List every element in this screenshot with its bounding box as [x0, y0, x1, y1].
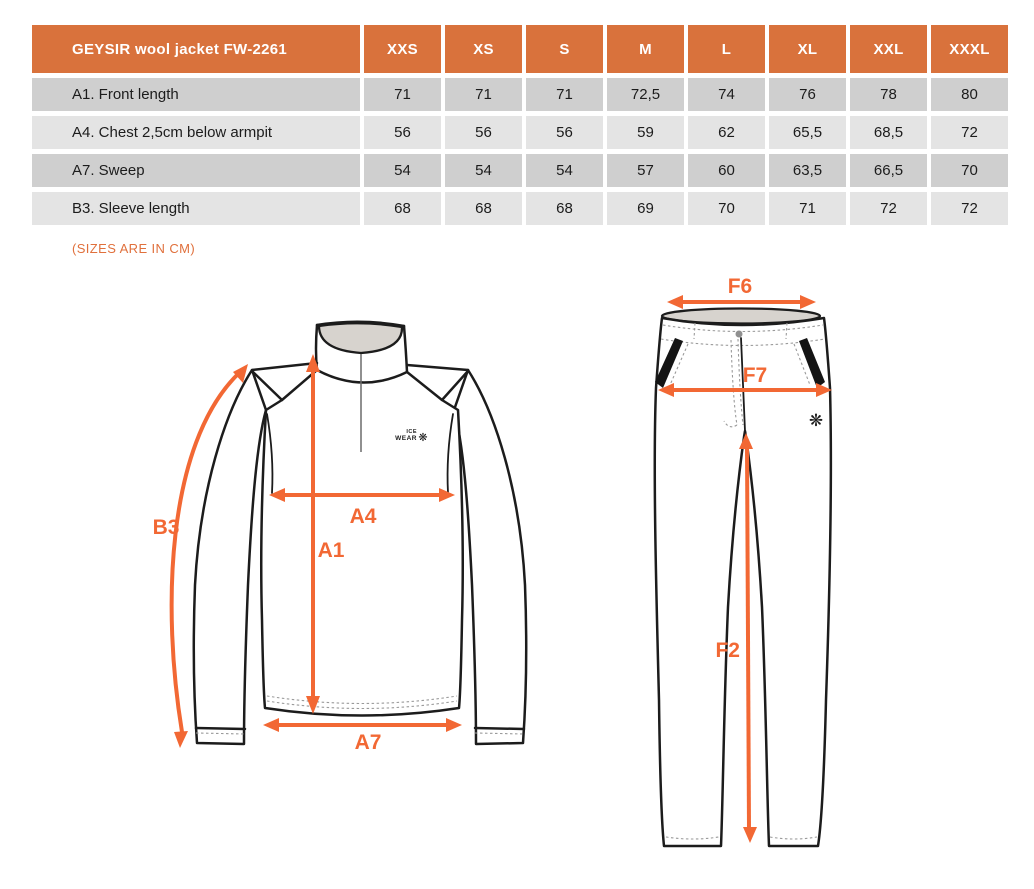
right-cuff-seam	[475, 728, 524, 729]
size-header-xxl: XXL	[850, 25, 927, 73]
measurement-label-a4: A4	[349, 505, 377, 528]
size-value: 66,5	[850, 154, 927, 187]
pants-diagram	[620, 275, 860, 870]
icewear-logo-line1: ICE	[406, 429, 417, 435]
measurement-arrow-f6	[667, 275, 816, 309]
size-header-xxxl: XXXL	[931, 25, 1008, 73]
jacket-right-sleeve	[454, 370, 526, 744]
sizes-note: (SIZES ARE IN CM)	[72, 241, 196, 256]
size-value: 60	[688, 154, 765, 187]
measurement-label-f2: F2	[715, 639, 740, 662]
size-header-m: M	[607, 25, 684, 73]
size-value: 80	[931, 78, 1008, 111]
collar-inner	[319, 323, 402, 353]
size-header-s: S	[526, 25, 603, 73]
icewear-logo-line2: WEAR	[395, 435, 417, 442]
size-value: 78	[850, 78, 927, 111]
size-value: 54	[526, 154, 603, 187]
size-value: 72,5	[607, 78, 684, 111]
size-value: 57	[607, 154, 684, 187]
table-title: GEYSIR wool jacket FW-2261	[32, 25, 360, 73]
size-value: 71	[364, 78, 441, 111]
measurement-label-f6: F6	[727, 275, 753, 298]
size-value: 68,5	[850, 116, 927, 149]
size-value: 68	[445, 192, 522, 225]
row-label-sleeve-length: B3. Sleeve length	[32, 192, 360, 225]
size-value: 68	[364, 192, 441, 225]
size-header-l: L	[688, 25, 765, 73]
right-shoulder-seam	[407, 365, 468, 370]
size-value: 56	[445, 116, 522, 149]
jacket-diagram	[140, 280, 580, 780]
jacket-body	[261, 370, 463, 716]
waist-button	[736, 331, 743, 338]
measurement-arrow-a7	[263, 718, 462, 754]
left-cuff-seam	[196, 728, 245, 729]
size-value: 54	[364, 154, 441, 187]
size-value: 72	[850, 192, 927, 225]
size-value: 71	[445, 78, 522, 111]
size-header-xxs: XXS	[364, 25, 441, 73]
size-value: 56	[526, 116, 603, 149]
size-header-xl: XL	[769, 25, 846, 73]
measurement-label-b3: B3	[152, 516, 180, 539]
size-value: 62	[688, 116, 765, 149]
snowflake-icon: ❋	[808, 411, 824, 431]
measurement-label-a7: A7	[354, 731, 382, 754]
size-value: 70	[931, 154, 1008, 187]
size-value: 76	[769, 78, 846, 111]
size-value: 72	[931, 116, 1008, 149]
size-value: 54	[445, 154, 522, 187]
size-value: 74	[688, 78, 765, 111]
row-label-sweep: A7. Sweep	[32, 154, 360, 187]
size-value: 59	[607, 116, 684, 149]
size-header-xs: XS	[445, 25, 522, 73]
snowflake-icon: ❋	[418, 431, 428, 444]
collar-right-edge	[404, 326, 407, 372]
size-value: 69	[607, 192, 684, 225]
measurement-label-a1: A1	[317, 539, 345, 562]
size-value: 71	[526, 78, 603, 111]
row-label-chest: A4. Chest 2,5cm below armpit	[32, 116, 360, 149]
size-value: 63,5	[769, 154, 846, 187]
size-value: 72	[931, 192, 1008, 225]
row-label-front-length: A1. Front length	[32, 78, 360, 111]
measurement-label-f7: F7	[742, 364, 768, 387]
size-value: 65,5	[769, 116, 846, 149]
size-value: 70	[688, 192, 765, 225]
size-value: 68	[526, 192, 603, 225]
jacket-drawing	[194, 322, 527, 744]
size-value: 71	[769, 192, 846, 225]
size-table	[32, 25, 1008, 225]
size-value: 56	[364, 116, 441, 149]
